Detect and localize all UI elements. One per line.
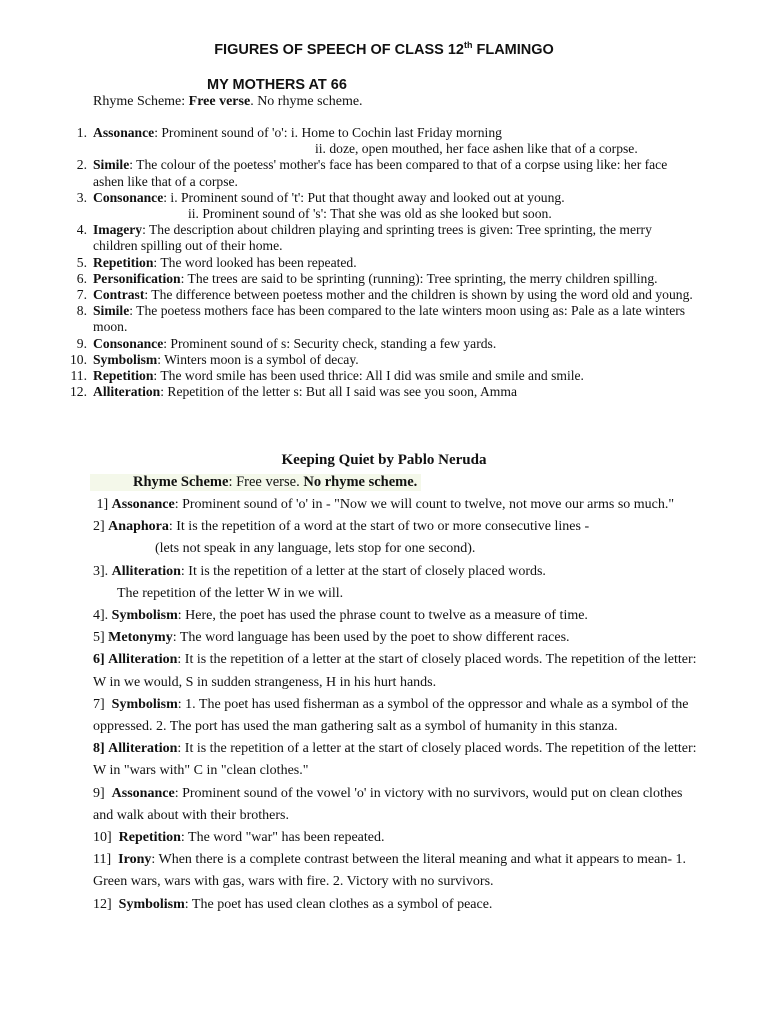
list-item: 8] Alliteration: It is the repetition of a letter at the start of closely placed words. The repetition of the letter: W in "wars with" C in "clean clothes." [93, 741, 697, 779]
poem1-figures-list [70, 125, 693, 400]
list-item: 2] Anaphora: It is the repetition of a word at the start of two or more consecutive lines - (lets not speak in any language, lets stop for one second). [93, 519, 590, 557]
list-item: 4]. Symbolism: Here, the poet has used the phrase count to twelve as a measure of time. [93, 608, 588, 624]
poem1-title: MY MOTHERS AT 66 [207, 77, 347, 93]
list-item: 1. Assonance: Prominent sound of 'o': i. Home to Cochin last Friday morning ii. doze, open mouthed, her face ashen like that of a corpse. [76, 125, 638, 157]
list-item: 10] Repetition: The word "war" has been repeated. [93, 830, 385, 846]
list-item: 12. Alliteration: Repetition of the letter s: But all I said was see you soon, Amma [70, 384, 517, 400]
list-item: 5] Metonymy: The word language has been used by the poet to show different races. [93, 630, 570, 646]
list-item: 7. Contrast: The difference between poetess mother and the children is shown by using the word old and young. [76, 287, 693, 303]
list-item: 6] Alliteration: It is the repetition of a letter at the start of closely placed words. The repetition of the letter: W in we would, S in sudden strangeness, H in his hurt hands. [93, 652, 697, 690]
poem1-rhyme-scheme: Rhyme Scheme: Free verse. No rhyme scheme. [93, 94, 363, 109]
page-title: FIGURES OF SPEECH OF CLASS 12th FLAMINGO [214, 40, 554, 58]
list-item: 8. Simile: The poetess mothers face has been compared to the late winters moon using as: Pale as a late winters moon. [76, 303, 686, 335]
poem2-figures-list [93, 494, 697, 916]
poem2-rhyme-scheme: Rhyme Scheme: Free verse. No rhyme scheme. [90, 474, 421, 491]
list-item: 12] Symbolism: The poet has used clean clothes as a symbol of peace. [93, 896, 493, 912]
list-item: 11. Repetition: The word smile has been used thrice: All I did was smile and smile and smile. [70, 368, 584, 384]
list-item: 3. Consonance: i. Prominent sound of 't': Put that thought away and looked out at young. ii. Prominent sound of 's': That she was old as she looked but soon. [76, 189, 565, 222]
list-item: 3]. Alliteration: It is the repetition of a letter at the start of closely placed words. The repetition of the letter W in we will. [93, 563, 546, 601]
list-item: 4. Imagery: The description about children playing and sprinting trees is given: Tree sprinting, the merry children spilling out of their home. [76, 222, 652, 254]
list-item: 9. Consonance: Prominent sound of s: Security check, standing a few yards. [76, 335, 497, 351]
list-item: 10. Symbolism: Winters moon is a symbol of decay. [70, 351, 359, 367]
list-item: 9] Assonance: Prominent sound of the vowel 'o' in victory with no survivors, would put on clean clothes and walk about with their brothers. [93, 785, 683, 823]
poem2-title: Keeping Quiet by Pablo Neruda [281, 452, 487, 468]
list-item: 7] Symbolism: 1. The poet has used fisherman as a symbol of the oppressor and whale as a symbol of the oppressed. 2. The port has used the man gathering salt as a symbol of humanity in this stanza. [93, 696, 689, 735]
list-item: 11] Irony: When there is a complete contrast between the literal meaning and what it appears to mean- 1. Green wars, wars with gas, wars with fire. 2. Victory with no survivors. [93, 852, 687, 890]
list-item: 1] Assonance: Prominent sound of 'o' in - "Now we will count to twelve, not move our arms so much." [96, 497, 675, 512]
list-item: 6. Personification: The trees are said to be sprinting (running): Tree sprinting, the merry children spilling. [76, 270, 658, 286]
list-item: 5. Repetition: The word looked has been repeated. [76, 254, 357, 270]
list-item: 2. Simile: The colour of the poetess' mother's face has been compared to that of a corpse using like: her face ashen like that of a corpse. [76, 157, 668, 189]
